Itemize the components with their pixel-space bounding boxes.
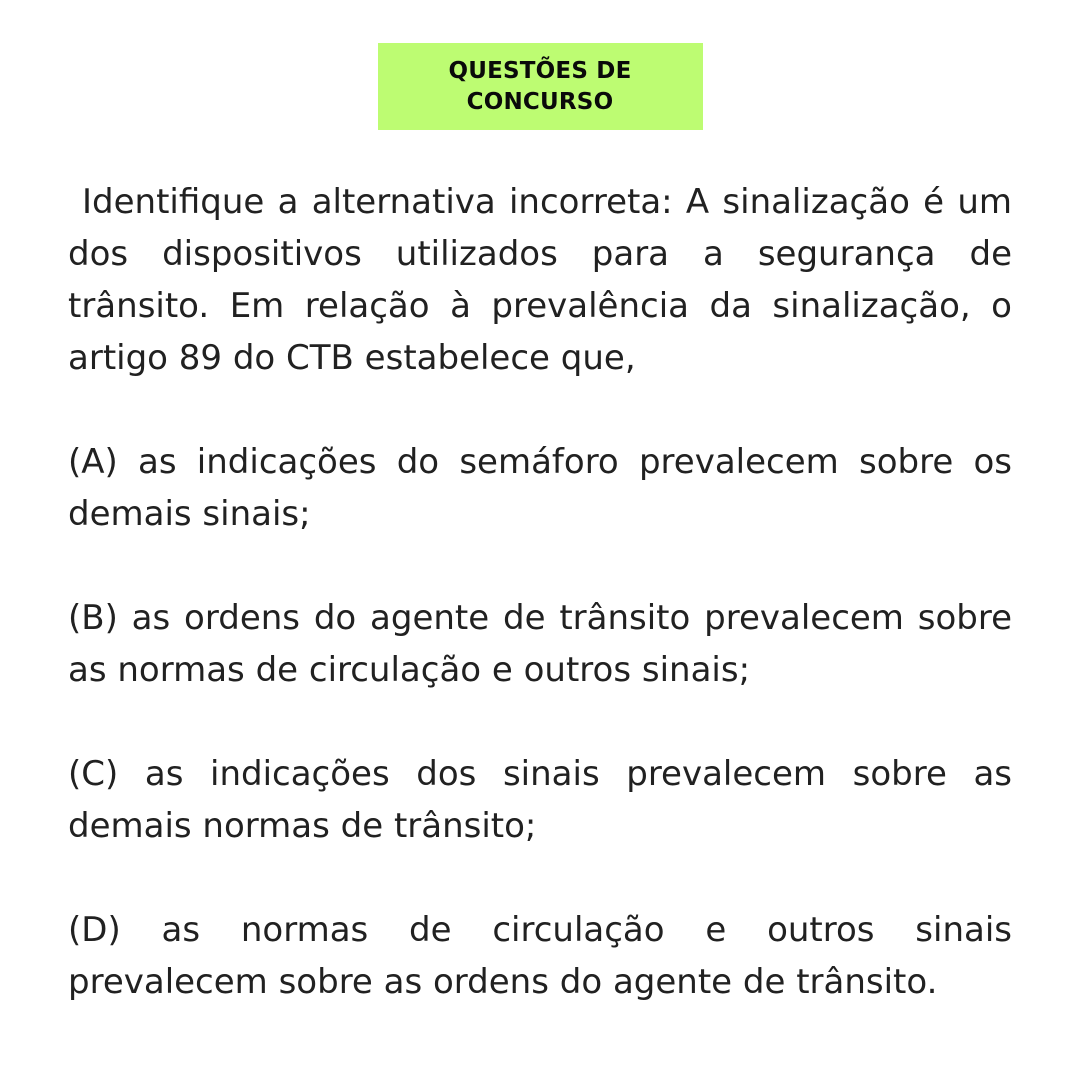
title-badge-line-2: CONCURSO [466,88,614,115]
title-badge [378,43,703,130]
option-d: (D) as normas de circulação e outros sinais prevalecem sobre as ordens do agente de trânsito. [68,910,1012,1002]
question-text: Identifique a alternativa incorreta: A sinalização é um dos dispositivos utilizados para a segurança de trânsito. Em relação à prevalência da sinalização, o artigo 89 do CTB estabelece que, [68,182,1012,378]
option-a: (A) as indicações do semáforo prevalecem sobre os demais sinais; [68,442,1012,534]
option-b: (B) as ordens do agente de trânsito prevalecem sobre as normas de circulação e outros sinais; [68,598,1012,690]
question-content [0,130,1080,1008]
option-c: (C) as indicações dos sinais prevalecem sobre as demais normas de trânsito; [68,754,1012,846]
title-badge-line-1: QUESTÕES DE [448,57,632,84]
